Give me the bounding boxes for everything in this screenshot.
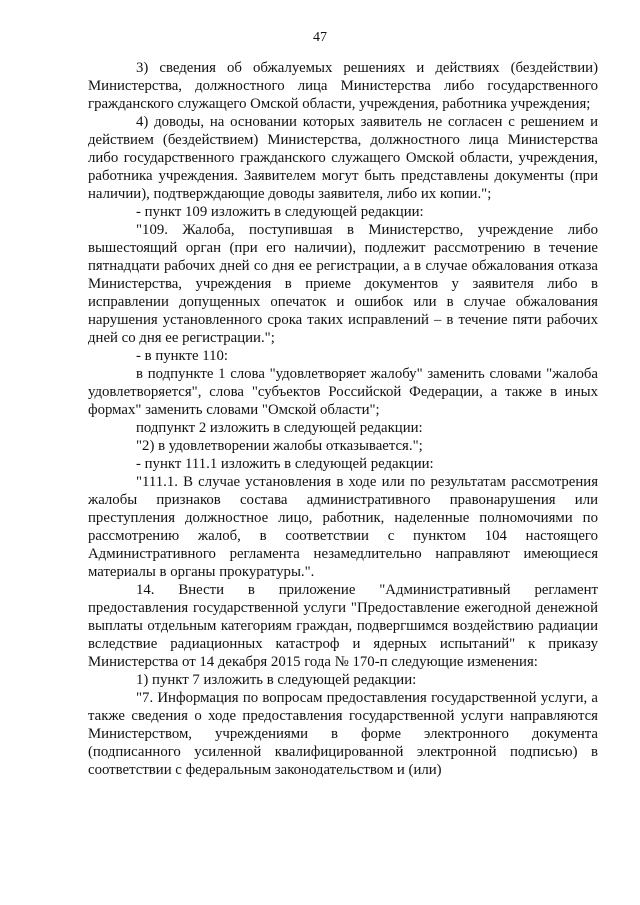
paragraph-clause-110-intro: - в пункте 110: [136,348,229,364]
paragraph-item-3: 3) сведения об обжалуемых решениях и действиях (бездействии) Министерства, должностного лица Министерства либо государственного гражданского служащего Омской области, учреждения, работника учреждения; [88,60,598,112]
paragraph-clause-111-1-intro: - пункт 111.1 изложить в следующей редакции: [136,456,434,472]
paragraph-subclause-1: в подпункте 1 слова "удовлетворяет жалобу" заменить словами "жалоба удовлетворяется", слова "субъектов Российской Федерации, а также в иных формах" заменить словами "Омской области"; [88,366,598,418]
paragraph-clause-7: "7. Информация по вопросам предоставления государственной услуги, а также сведения о ходе предоставления государственной услуги направляются Министерством, учреждениями в форме электронного документа (подписанного усиленной квалифицированной электронной подписью) в соответствии с федеральным законодательством и (или) [88,690,598,778]
paragraph-subclause-2-intro: подпункт 2 изложить в следующей редакции: [136,420,423,436]
paragraph-item-4: 4) доводы, на основании которых заявитель не согласен с решением и действием (бездействием) Министерства, должностного лица Министерства либо государственного гражданского служащего Омской области, учреждения, работника учреждения. Заявителем могут быть представлены документы (при наличии), подтверждающие доводы заявителя, либо их копии."; [88,114,598,202]
page-number: 47 [313,30,327,45]
document-body [88,59,598,779]
paragraph-clause-7-intro: 1) пункт 7 изложить в следующей редакции: [136,672,417,688]
paragraph-subclause-2: "2) в удовлетворении жалобы отказывается."; [136,438,423,454]
paragraph-clause-109-intro: - пункт 109 изложить в следующей редакции: [136,204,424,220]
paragraph-clause-109: "109. Жалоба, поступившая в Министерство, учреждение либо вышестоящий орган (при его наличии), подлежит рассмотрению в течение пятнадцати рабочих дней со дня ее регистрации, а в случае обжалования отказа Министерства, учреждения в приеме документов у заявителя либо в исправлении допущенных опечаток и ошибок или в случае обжалования нарушения установленного срока таких исправлений – в течение пяти рабочих дней со дня ее регистрации."; [88,222,598,346]
paragraph-section-14: 14. Внести в приложение "Административный регламент предоставления государственной услуги "Предоставление ежегодной денежной выплаты отдельным категориям граждан, подвергшимся воздействию радиации вследствие радиационных катастроф и ядерных испытаний" к приказу Министерства от 14 декабря 2015 года № 170-п следующие изменения: [88,582,598,670]
paragraph-clause-111-1: "111.1. В случае установления в ходе или по результатам рассмотрения жалобы признаков состава административного правонарушения или преступления должностное лицо, работник, наделенные полномочиями по рассмотрению жалоб, в соответствии с пунктом 104 настоящего Административного регламента незамедлительно направляют имеющиеся материалы в органы прокуратуры.". [88,474,598,580]
